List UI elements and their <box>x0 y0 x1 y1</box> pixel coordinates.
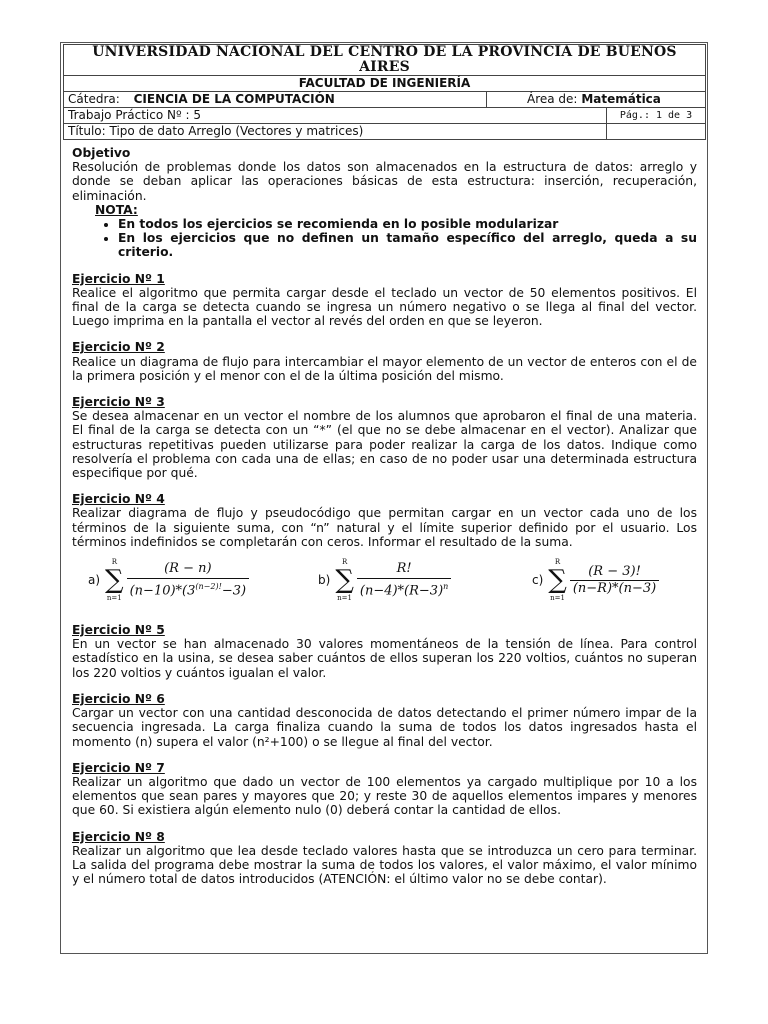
numerator: (R − n) <box>164 561 212 577</box>
formula-b <box>318 555 451 605</box>
fraction <box>127 562 249 598</box>
nota-list <box>72 217 697 260</box>
document-body <box>72 146 697 886</box>
ejercicio-3-title: Ejercicio Nº 3 <box>72 395 165 410</box>
den-part: (n−10)*(3 <box>129 582 196 598</box>
numerator: R! <box>396 561 412 577</box>
formula-c <box>532 555 659 605</box>
denominator: (n−R)*(n−3) <box>570 580 659 596</box>
nota-heading: NOTA: <box>95 202 138 217</box>
formula-label: c) <box>532 573 544 588</box>
summation <box>548 555 567 605</box>
sigma-icon: ∑ <box>105 565 124 596</box>
numerator: (R − 3)! <box>588 563 641 579</box>
sum-upper: R <box>341 558 348 567</box>
formula-label: b) <box>318 573 331 588</box>
ejercicio-7-title: Ejercicio Nº 7 <box>72 760 165 775</box>
sigma-icon: ∑ <box>335 565 354 596</box>
ejercicio-7-text: Realizar un algoritmo que dado un vector de 100 elementos ya cargado multiplique por 10 a los elementos que sean pares y mayores que 20; y reste 30 de aquellos elementos impares y menores que 60. Si existiera algún elemento nulo (0) deberá contar la cantidad de ellos. <box>72 774 697 818</box>
ejercicio-4-title: Ejercicio Nº 4 <box>72 492 165 507</box>
ejercicio-8-title: Ejercicio Nº 8 <box>72 829 165 844</box>
catedra-cell <box>64 92 487 108</box>
document-header <box>63 44 706 140</box>
ejercicio-8-text: Realizar un algoritmo que lea desde teclado valores hasta que se introduzca un cero para terminar. La salida del programa debe mostrar la suma de todos los valores, el valor máximo, el valor mínimo y el número total de datos introducidos (ATENCIÓN: el último valor no se debe contar). <box>72 843 697 887</box>
denominator <box>357 578 451 599</box>
summation <box>105 555 124 605</box>
objetivo-heading: Objetivo <box>72 146 131 160</box>
faculty-name: FACULTAD DE INGENIERÍA <box>64 76 706 92</box>
den-exponent: (n−2)! <box>195 581 222 591</box>
nota-item: • En los ejercicios que no definen un tamaño específico del arreglo, queda a su criterio. <box>118 231 697 259</box>
denominator <box>127 578 249 599</box>
university-name: UNIVERSIDAD NACIONAL DEL CENTRO DE LA PROVINCIA DE BUENOS AIRES <box>64 45 706 76</box>
ejercicio-1-text: Realice el algoritmo que permita cargar desde el teclado un vector de 50 elementos positivos. El final de la carga se detecta cuando se ingresa un número negativo o se llega al final del vector. Luego imprima en la pantalla el vector al revés del orden en que se leyeron. <box>72 285 697 329</box>
sum-lower: n=1 <box>337 594 352 603</box>
area-label: Área de: <box>527 92 578 106</box>
document-title: Título: Tipo de dato Arreglo (Vectores y matrices) <box>64 124 607 140</box>
ejercicio-6-title: Ejercicio Nº 6 <box>72 691 165 706</box>
sum-lower: n=1 <box>550 594 565 603</box>
tp-number: Trabajo Práctico Nº : 5 <box>64 108 607 124</box>
den-exponent: n <box>443 581 449 591</box>
ejercicio-3-text: Se desea almacenar en un vector el nombre de los alumnos que aprobaron el final de una materia. El final de la carga se detecta con un “*” (el que no se debe almacenar en el vector). Analizar que estructuras repetitivas pueden utilizarse para poder realizar la carga de los datos. Indique como resolvería el problema con cada una de ellas; en caso de no poder usar una determinada estructura especifique por qué. <box>72 409 697 481</box>
sum-upper: R <box>554 558 561 567</box>
fraction <box>357 562 451 598</box>
sigma-icon: ∑ <box>548 565 567 596</box>
formula-a <box>88 555 249 605</box>
summation <box>335 555 354 605</box>
sum-upper: R <box>111 558 117 567</box>
den-part: (n−4)*(R−3) <box>359 582 444 598</box>
nota-item: • En todos los ejercicios se recomienda en lo posible modularizar <box>118 217 697 231</box>
area-value: Matemática <box>581 92 661 106</box>
ejercicio-4-text: Realizar diagrama de flujo y pseudocódigo que permitan cargar en un vector cada uno de los términos de la siguiente suma, con “n” natural y el límite superior definido por el usuario. Los términos indefinidos se completarán con ceros. Informar el resultado de la suma. <box>72 506 697 549</box>
sum-formulas <box>72 555 697 611</box>
den-part: −3) <box>221 582 247 598</box>
sum-lower: n=1 <box>106 594 122 603</box>
area-cell <box>487 92 706 108</box>
page-number: Pág.: 1 de 3 <box>607 108 706 124</box>
empty-cell <box>607 124 706 140</box>
objetivo-text: Resolución de problemas donde los datos son almacenados en la estructura de datos: arreglo y donde se deban aplicar las operaciones básicas de esta estructura: inserción, recuperación, eliminación. <box>72 160 697 203</box>
ejercicio-5-title: Ejercicio Nº 5 <box>72 623 165 638</box>
catedra-label: Cátedra: <box>68 92 120 106</box>
catedra-value: CIENCIA DE LA COMPUTACIÓN <box>133 92 335 106</box>
ejercicio-6-text: Cargar un vector con una cantidad desconocida de datos detectando el primer número impar de la secuencia ingresada. La carga finaliza cuando la suma de todos los datos ingresados hasta el momento (n) supera el valor (n²+100) o se llegue al final del vector. <box>72 706 697 749</box>
ejercicio-5-text: En un vector se han almacenado 30 valores momentáneos de la tensión de línea. Para control estadístico en la usina, se desea saber cuántos de ellos superan los 220 voltios, cuántos no superan los 220 voltios y cuántos igualan el valor. <box>72 637 697 680</box>
ejercicio-2-title: Ejercicio Nº 2 <box>72 340 165 355</box>
ejercicio-2-text: Realice un diagrama de flujo para intercambiar el mayor elemento de un vector de enteros con el de la primera posición y el menor con el de la última posición del mismo. <box>72 354 697 383</box>
fraction <box>570 565 659 596</box>
formula-label: a) <box>88 573 101 588</box>
ejercicio-1-title: Ejercicio Nº 1 <box>72 271 165 286</box>
